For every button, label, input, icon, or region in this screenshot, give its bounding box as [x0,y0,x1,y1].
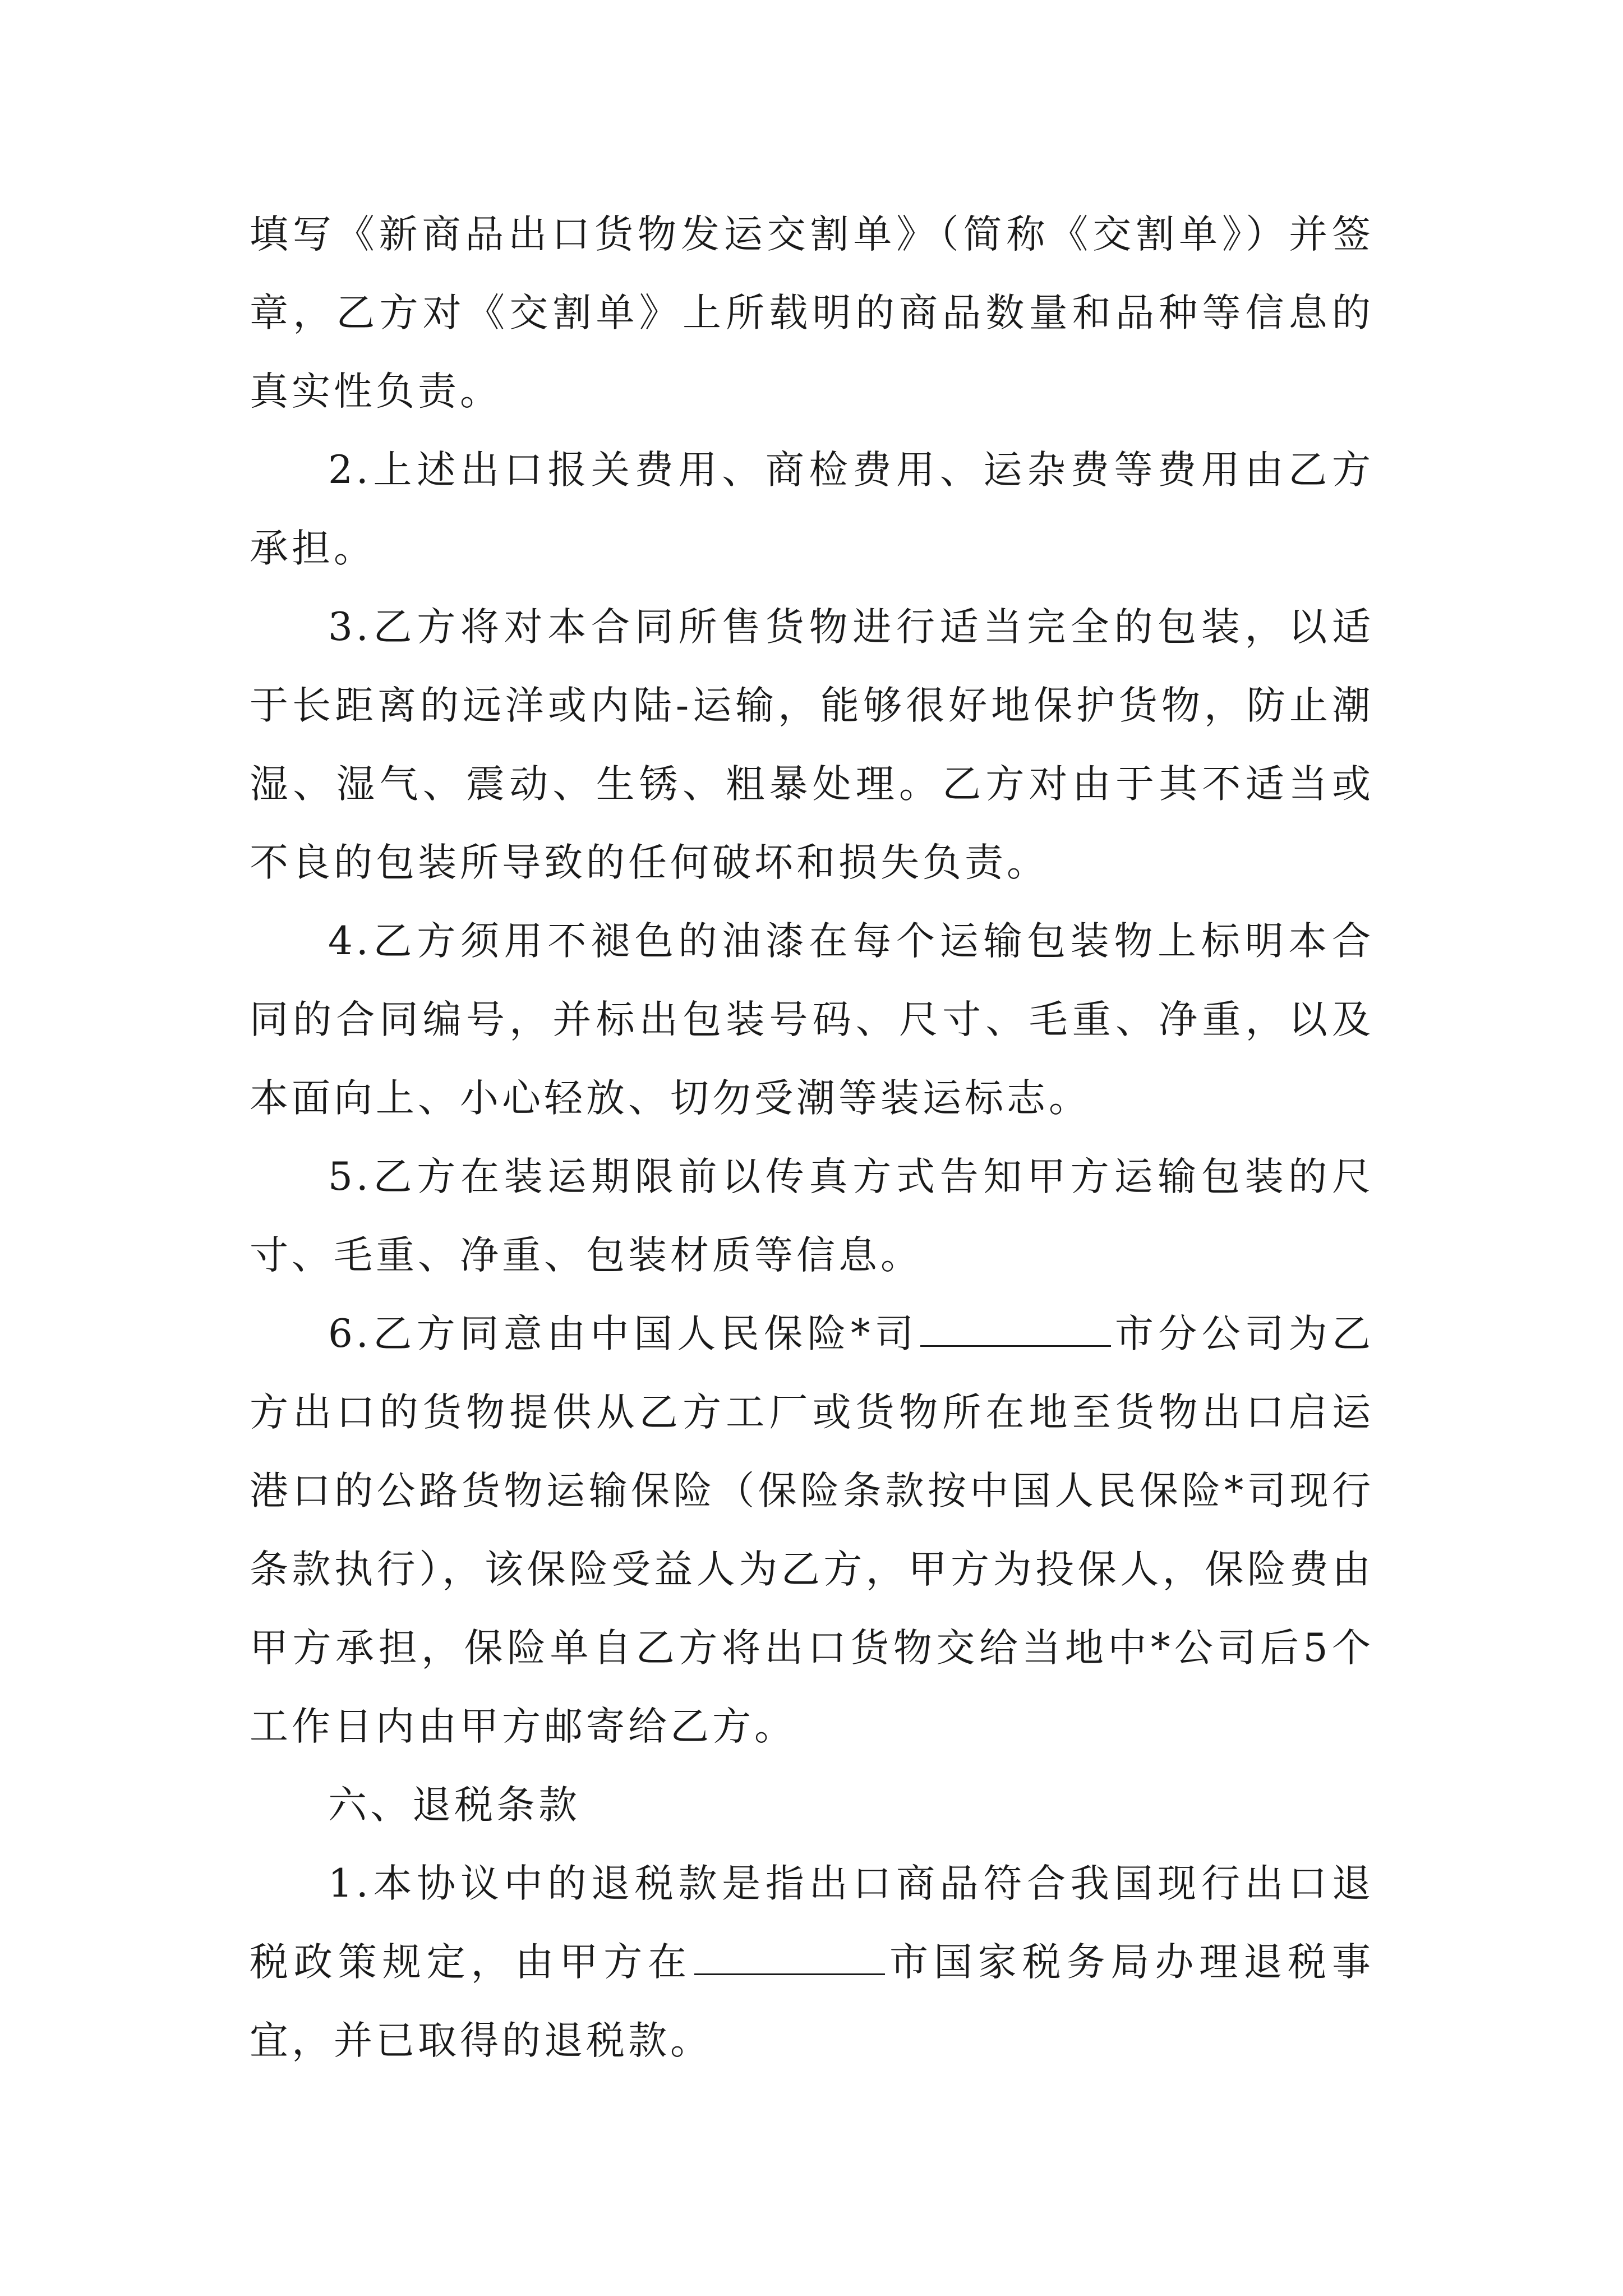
paragraph-tax-refund-item-1 [250,1844,1374,2080]
paragraph-item-6-text-end: 市分公司为乙方出口的货物提供从乙方工厂或货物所在地至货物出口启运港口的公路货物运输保险（保险条款按中国人民保险*司现行条款执行），该保险受益人为乙方，甲方为投保人，保险费由甲方承担，保险单自乙方将出口货物交给当地中*公司后5个工作日内由甲方邮寄给乙方。 [250,1312,1375,1749]
document-body [250,195,1374,2080]
paragraph-item-6-text-start: 6.乙方同意由中国人民保险*司 [328,1312,919,1356]
paragraph-item-6-insurance [250,1295,1374,1766]
paragraph-delivery-note: 填写《新商品出口货物发运交割单》（简称《交割单》）并签章，乙方对《交割单》上所载明的商品数量和品种等信息的真实性负责。 [250,212,1374,414]
blank-fill-line-city [920,1312,1111,1347]
blank-fill-line-tax-city [694,1940,885,1975]
paragraph-tax-refund-text-end: 市国家税务局办理退税事宜，并已取得的退税款。 [250,1940,1375,2063]
paragraph-item-2-fees: 2.上述出口报关费用、商检费用、运杂费等费用由乙方承担。 [250,448,1374,571]
paragraph-item-4-marking: 4.乙方须用不褪色的油漆在每个运输包装物上标明本合同的合同编号，并标出包装号码、尺寸、毛重、净重，以及本面向上、小心轻放、切勿受潮等装运标志。 [250,919,1374,1121]
section-heading-tax-refund: 六、退税条款 [328,1783,580,1828]
paragraph-item-5-notice: 5.乙方在装运期限前以传真方式告知甲方运输包装的尺寸、毛重、净重、包装材质等信息。 [250,1154,1374,1278]
paragraph-tax-refund-text-start: 1.本协议中的退税款是指出口商品符合我国现行出口退税政策规定，由甲方在 [250,1861,1374,1985]
paragraph-item-3-packaging: 3.乙方将对本合同所售货物进行适当完全的包装，以适于长距离的远洋或内陆-运输，能够很好地保护货物，防止潮湿、湿气、震动、生锈、粗暴处理。乙方对由于其不适当或不良的包装所导致的任何破坏和损失负责。 [250,605,1374,885]
